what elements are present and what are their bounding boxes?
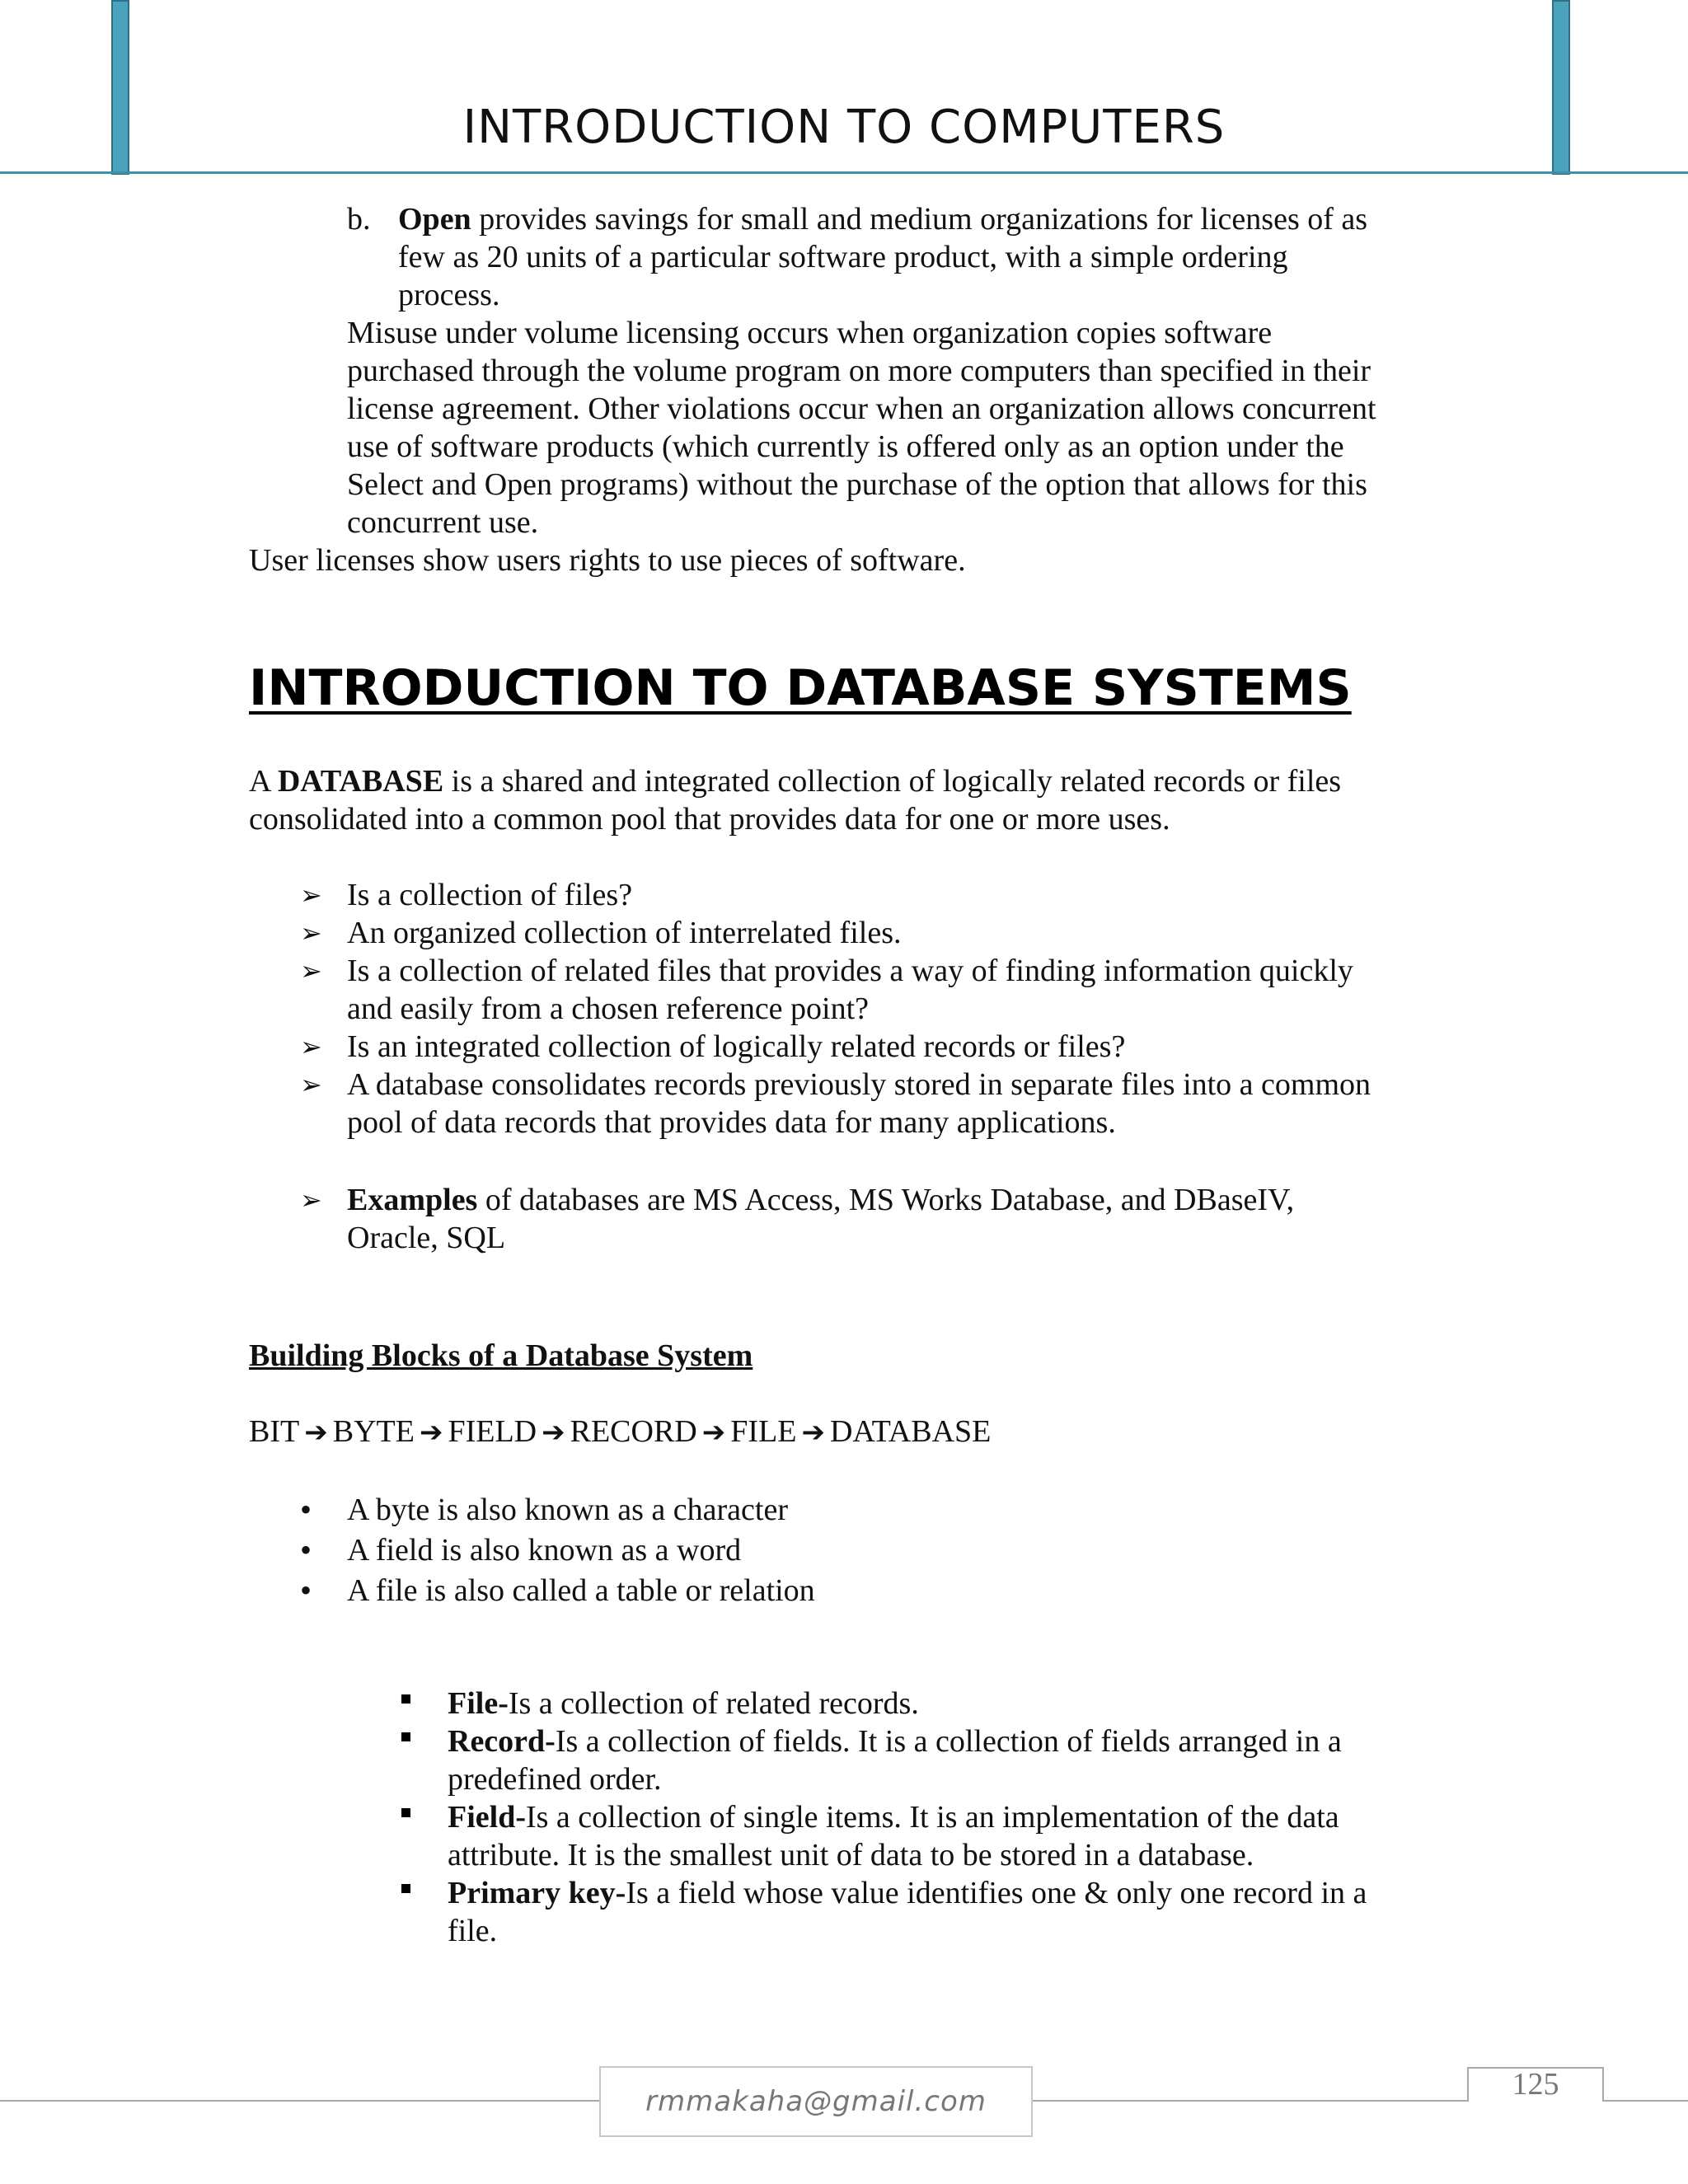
page-header-title: INTRODUCTION TO COMPUTERS — [462, 101, 1226, 154]
footer-email: rmmakaha@gmail.com — [599, 2066, 1033, 2137]
term-database: DATABASE — [277, 764, 444, 799]
misuse-line: Select and Open programs) without the purchase of the option that allows for this — [347, 467, 1367, 502]
misuse-line: use of software products (which currently is offered only as an option under the — [347, 429, 1344, 464]
misuse-line: license agreement. Other violations occur when an organization allows concurrent — [347, 391, 1376, 426]
right-arrow-icon: ➔ — [304, 1416, 328, 1449]
subheading-building-blocks: Building Blocks of a Database System — [249, 1338, 753, 1373]
arrow-bullet-icon: ➢ — [300, 1184, 322, 1216]
hierarchy-chain: BIT ➔ BYTE ➔ FIELD ➔ RECORD ➔ FILE ➔ DATABASE — [249, 1414, 992, 1449]
list-item: Is a collection of related files that provides a way of finding information quickly — [347, 954, 1353, 988]
list-item: An organized collection of interrelated files. — [347, 916, 902, 950]
list-item: A byte is also known as a character — [347, 1493, 788, 1527]
list-item-b-line2: few as 20 units of a particular software product, with a simple ordering — [398, 240, 1288, 274]
list-item: Is an integrated collection of logically related records or files? — [347, 1029, 1126, 1064]
bullet-dot-icon: • — [300, 1531, 312, 1568]
right-arrow-icon: ➔ — [801, 1416, 825, 1449]
bullet-dot-icon: • — [300, 1491, 312, 1528]
footer-rule-left — [0, 2100, 599, 2102]
list-item-continuation: pool of data records that provides data for many applications. — [347, 1105, 1116, 1140]
term-examples: Examples — [347, 1183, 478, 1217]
user-licenses-text: User licenses show users rights to use pieces of software. — [249, 543, 966, 578]
arrow-bullet-icon: ➢ — [300, 879, 322, 911]
arrow-bullet-icon: ➢ — [300, 917, 322, 949]
footer-rule-mid — [1033, 2100, 1467, 2102]
database-definition-line1: A DATABASE is a shared and integrated collection of logically related records or files — [249, 764, 1342, 799]
list-item-b-line3: process. — [398, 278, 500, 312]
arrow-bullet-icon: ➢ — [300, 1069, 322, 1100]
misuse-line: concurrent use. — [347, 505, 539, 540]
square-bullet-icon — [401, 1694, 410, 1704]
right-arrow-icon: ➔ — [542, 1416, 565, 1449]
list-item: A database consolidates records previously stored in separate files into a common — [347, 1067, 1372, 1102]
database-definition-line2: consolidated into a common pool that provides data for one or more uses. — [249, 802, 1170, 837]
definition-item: Field-Is a collection of single items. It is an implementation of the data — [448, 1800, 1339, 1835]
list-item: A field is also known as a word — [347, 1533, 742, 1568]
examples-line2: Oracle, SQL — [347, 1221, 506, 1255]
right-arrow-icon: ➔ — [419, 1416, 443, 1449]
list-item: A file is also called a table or relation — [347, 1573, 815, 1608]
list-item-b-line1: Open provides savings for small and medium organizations for licenses of as — [398, 202, 1368, 237]
definition-item: File-Is a collection of related records. — [448, 1686, 919, 1721]
misuse-line: purchased through the volume program on more computers than specified in their — [347, 354, 1372, 388]
page-number: 125 — [1467, 2067, 1604, 2102]
definition-item-continuation: predefined order. — [448, 1762, 662, 1797]
header-rule — [0, 171, 1688, 174]
term-open: Open — [398, 202, 471, 237]
definition-item: Primary key-Is a field whose value identifies one & only one record in a — [448, 1876, 1367, 1910]
square-bullet-icon — [401, 1884, 410, 1893]
misuse-line: Misuse under volume licensing occurs when organization copies software — [347, 316, 1273, 350]
right-arrow-icon: ➔ — [701, 1416, 726, 1449]
section-heading-database-systems: INTRODUCTION TO DATABASE SYSTEMS — [249, 659, 1352, 717]
square-bullet-icon — [401, 1732, 410, 1741]
list-item: Is a collection of files? — [347, 878, 633, 912]
definition-item-continuation: file. — [448, 1914, 498, 1948]
definition-item: Record-Is a collection of fields. It is a collection of fields arranged in a — [448, 1724, 1342, 1759]
footer-rule-right — [1604, 2100, 1688, 2102]
examples-line1: Examples of databases are MS Access, MS Works Database, and DBaseIV, — [347, 1183, 1295, 1217]
bullet-dot-icon: • — [300, 1572, 312, 1609]
list-item-b-marker: b. — [347, 202, 371, 237]
list-item-continuation: and easily from a chosen reference point? — [347, 991, 870, 1026]
square-bullet-icon — [401, 1808, 410, 1817]
arrow-bullet-icon: ➢ — [300, 955, 322, 987]
arrow-bullet-icon: ➢ — [300, 1031, 322, 1062]
definition-item-continuation: attribute. It is the smallest unit of data to be stored in a database. — [448, 1838, 1254, 1872]
